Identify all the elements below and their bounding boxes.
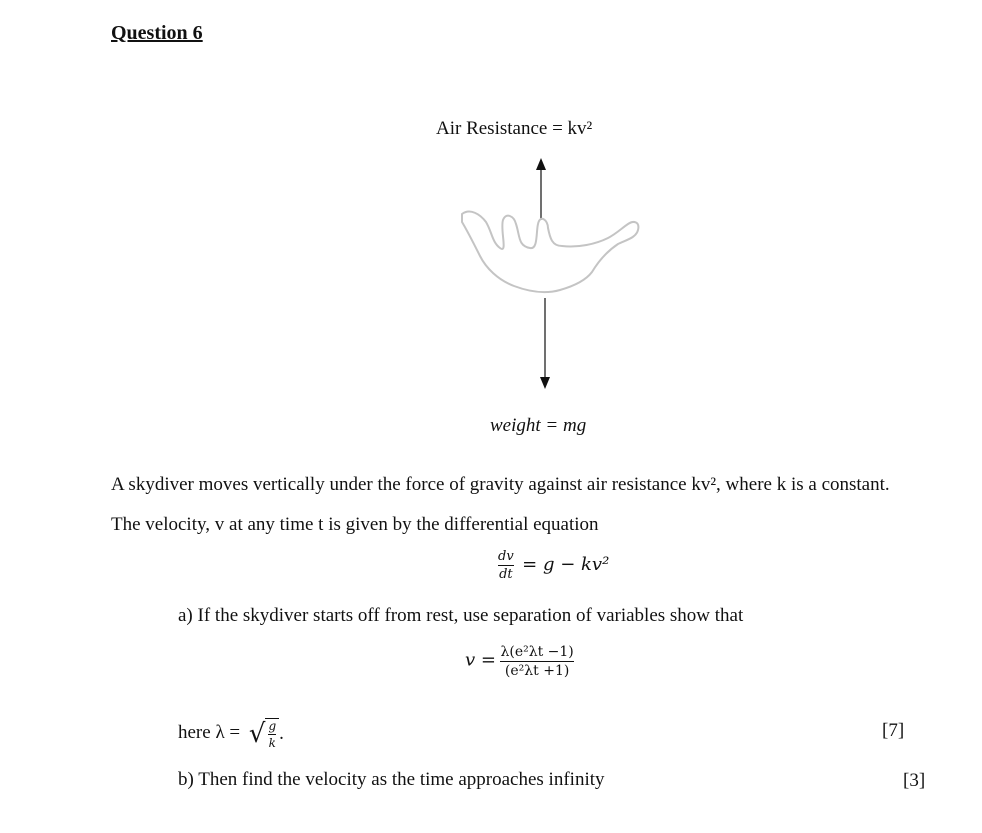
air-resistance-label: Air Resistance = kv²: [436, 118, 593, 139]
part-a-text: a) If the skydiver starts off from rest, use separation of variables show that: [178, 605, 744, 626]
weight-arrowhead: [540, 377, 550, 389]
velocity-denominator: (e²λt +1): [504, 663, 570, 679]
velocity-lhs: v =: [465, 649, 496, 671]
part-b-marks: [3]: [903, 770, 926, 791]
fraction-denominator: dt: [499, 567, 513, 582]
part-a-marks: [7]: [882, 720, 905, 741]
velocity-equation: [465, 645, 574, 678]
equation-rhs: = g − kv²: [522, 553, 610, 575]
square-root: √ $\frac{g}{k}$ .: [248, 718, 284, 750]
question-heading: Question 6: [111, 22, 203, 44]
lambda-text: here λ =: [178, 721, 241, 743]
differential-equation: [498, 550, 609, 581]
lambda-definition: [178, 718, 284, 749]
intro-line-1: A skydiver moves vertically under the force of gravity against air resistance kv², where k is a constant.: [111, 474, 890, 495]
skydiver-silhouette: [462, 212, 638, 293]
fraction-numerator: dv: [498, 549, 514, 564]
velocity-fraction: [500, 645, 573, 678]
weight-label: weight = mg: [490, 415, 587, 436]
g-over-k-fraction: [265, 718, 279, 749]
air-resistance-arrowhead: [536, 158, 546, 170]
sqrt-numerator: g: [268, 719, 277, 733]
velocity-numerator: λ(e²λt −1): [500, 644, 574, 660]
intro-line-2: The velocity, v at any time t is given by the differential equation: [111, 514, 599, 535]
sqrt-denominator: k: [268, 736, 276, 750]
part-b-text: b) Then find the velocity as the time approaches infinity: [178, 769, 605, 790]
dv-dt-fraction: [498, 550, 514, 581]
